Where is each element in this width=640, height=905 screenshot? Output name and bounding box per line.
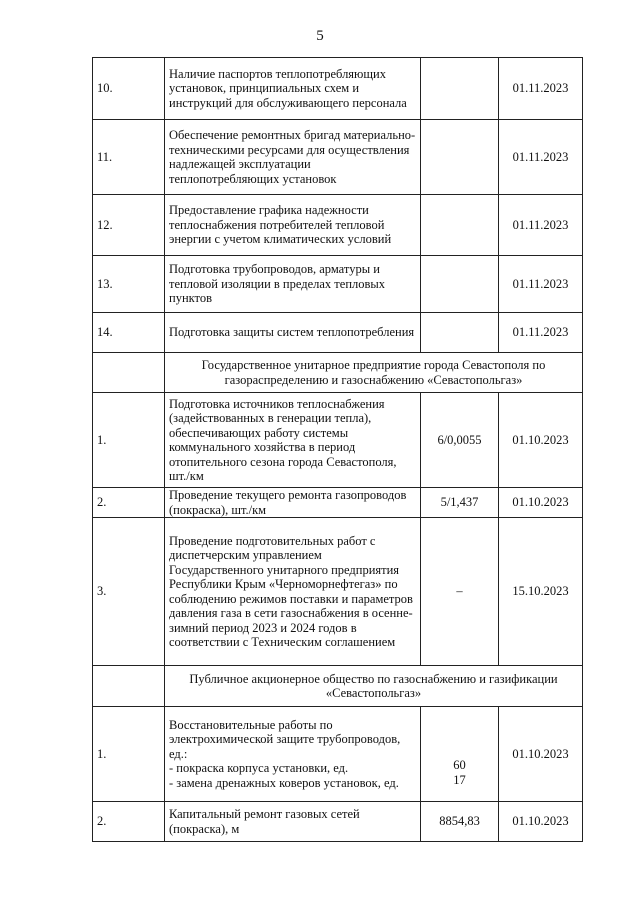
- row-number: 2.: [93, 488, 165, 518]
- row-description: Проведение подготовительных работ с диспетчерским управлением Государственного унитарного предприятия Республики Крым «Черноморнефтегаз» по соблюдению режимов поставки и параметров давления газа в сети газоснабжения в осенне-зимний период 2023 и 2024 годов в соответствии с Техническим соглашением: [165, 518, 421, 666]
- row-description-line: - покраска корпуса установки, ед.: [169, 761, 349, 776]
- row-value: [421, 707, 499, 802]
- row-value: [421, 313, 499, 353]
- section-number-cell: [93, 666, 165, 707]
- row-description-line: - замена дренажных коверов установок, ед.: [169, 775, 399, 790]
- row-date: 01.11.2023: [499, 256, 583, 313]
- table-row: [93, 802, 583, 842]
- row-description: Подготовка источников теплоснабжения (задействованных в генерации тепла), обеспечивающих работу системы коммунального хозяйства в период отопительного сезона города Севастополя, шт./км: [165, 393, 421, 488]
- table-row: [93, 256, 583, 313]
- row-number: 14.: [93, 313, 165, 353]
- row-value-line: 60: [453, 758, 466, 772]
- row-date: 01.11.2023: [499, 195, 583, 256]
- row-value: [421, 58, 499, 120]
- row-description: [165, 707, 421, 802]
- row-description: Капитальный ремонт газовых сетей (покраска), м: [165, 802, 421, 842]
- row-value: [421, 195, 499, 256]
- section-row: [93, 666, 583, 707]
- row-value: 8854,83: [421, 802, 499, 842]
- row-number: 12.: [93, 195, 165, 256]
- row-description: Проведение текущего ремонта газопроводов (покраска), шт./км: [165, 488, 421, 518]
- row-number: 10.: [93, 58, 165, 120]
- row-number: 3.: [93, 518, 165, 666]
- section-row: [93, 353, 583, 393]
- table-row: [93, 518, 583, 666]
- row-description: Подготовка трубопроводов, арматуры и тепловой изоляции в пределах тепловых пунктов: [165, 256, 421, 313]
- row-date: 01.10.2023: [499, 802, 583, 842]
- row-description: Обеспечение ремонтных бригад материально-техническими ресурсами для осуществления надлежащей эксплуатации теплопотребляющих установок: [165, 120, 421, 195]
- section-number-cell: [93, 353, 165, 393]
- table-row: [93, 313, 583, 353]
- row-date: 01.10.2023: [499, 393, 583, 488]
- table-row: [93, 120, 583, 195]
- table-row: [93, 488, 583, 518]
- row-value: 6/0,0055: [421, 393, 499, 488]
- table-row: [93, 195, 583, 256]
- section-heading-pao: Публичное акционерное общество по газоснабжению и газификации «Севастопольгаз»: [165, 666, 583, 707]
- measures-table: [92, 57, 583, 842]
- row-value-line: 17: [453, 772, 466, 787]
- row-date: 01.11.2023: [499, 120, 583, 195]
- row-value: 5/1,437: [421, 488, 499, 518]
- row-date: 01.11.2023: [499, 58, 583, 120]
- row-description-line: Восстановительные работы по электрохимической защите трубопроводов, ед.:: [169, 717, 401, 761]
- row-value: [421, 256, 499, 313]
- row-number: 2.: [93, 802, 165, 842]
- row-number: 1.: [93, 707, 165, 802]
- row-description: Наличие паспортов теплопотребляющих установок, принципиальных схем и инструкций для обслуживающего персонала: [165, 58, 421, 120]
- table-row: [93, 393, 583, 488]
- row-value: –: [421, 518, 499, 666]
- row-value: [421, 120, 499, 195]
- row-date: 01.10.2023: [499, 707, 583, 802]
- section-heading-gup: Государственное унитарное предприятие города Севастополя по газораспределению и газоснабжению «Севастопольгаз»: [165, 353, 583, 393]
- row-number: 11.: [93, 120, 165, 195]
- row-date: 01.10.2023: [499, 488, 583, 518]
- page-number: 5: [316, 28, 324, 44]
- table-row: [93, 707, 583, 802]
- row-date: 01.11.2023: [499, 313, 583, 353]
- table-row: [93, 58, 583, 120]
- row-description: Подготовка защиты систем теплопотребления: [165, 313, 421, 353]
- row-number: 1.: [93, 393, 165, 488]
- row-date: 15.10.2023: [499, 518, 583, 666]
- row-description: Предоставление графика надежности теплоснабжения потребителей тепловой энергии с учетом климатических условий: [165, 195, 421, 256]
- row-number: 13.: [93, 256, 165, 313]
